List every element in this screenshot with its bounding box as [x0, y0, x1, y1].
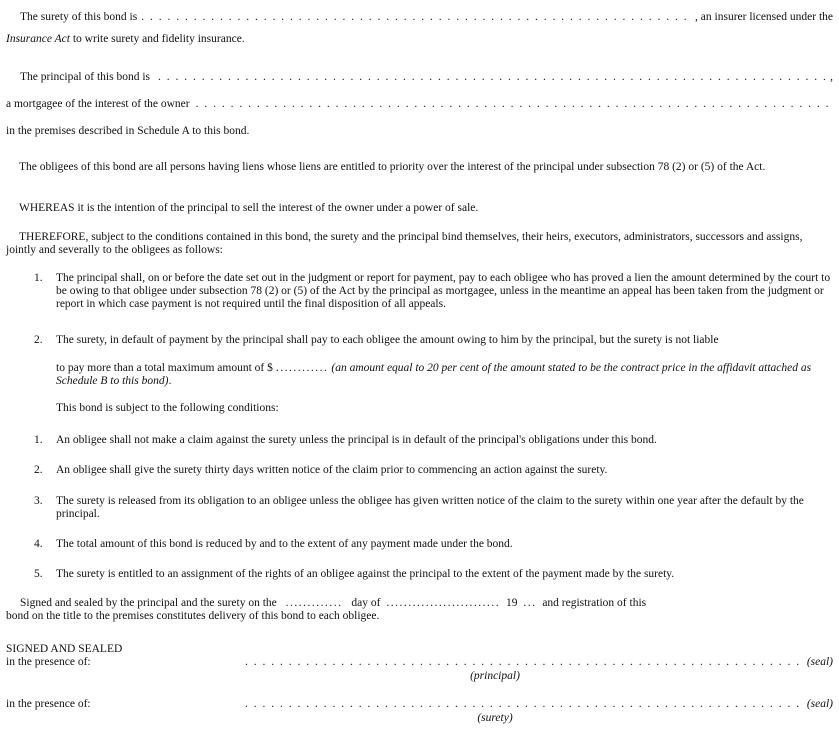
therefore-paragraph: THEREFORE, subject to the conditions contained in this bond, the surety and the principal bind themselves, their heirs, executors, administrators, successors and assigns, jointly and severally to the obligees as follows: [6, 231, 803, 256]
condition-item [34, 568, 832, 581]
surety-tail: , an insurer licensed under the [695, 11, 833, 23]
whereas-paragraph: WHEREAS it is the intention of the principal to sell the interest of the owner under a power of sale. [19, 202, 479, 214]
maximum-lead: to pay more than a total maximum amount of $ [56, 362, 273, 374]
mortgagee-blank[interactable] [196, 98, 832, 111]
maximum-italic: (an amount equal to 20 per cent of the amount stated to be the contract price in the affidavit attached as Schedule B to this bond) [56, 362, 812, 387]
item-number: 1. [34, 272, 43, 284]
surety-line-2 [6, 33, 832, 46]
item-number: 1. [34, 434, 43, 446]
surety-line2-rest: to write surety and fidelity insurance. [72, 33, 245, 45]
item-number: 2. [34, 334, 43, 346]
condition-item [34, 464, 832, 477]
obligation-item [34, 272, 832, 311]
principal-signature-blank[interactable] [245, 656, 801, 669]
day-of-label: day of [351, 597, 381, 609]
signed-line-2: bond on the title to the premises constitutes delivery of this bond to each obligee. [6, 610, 380, 622]
item-number: 5. [34, 568, 43, 580]
item-number: 4. [34, 538, 43, 550]
presence-label-principal: in the presence of: [6, 656, 91, 668]
premises-line: in the premises described in Schedule A to this bond. [6, 125, 250, 137]
item-number: 3. [34, 495, 43, 507]
mortgagee-lead: a mortgagee of the interest of the owner [6, 98, 190, 110]
conditions-intro: This bond is subject to the following conditions: [56, 402, 279, 414]
seal-label-surety: (seal) [806, 698, 833, 710]
item-text: An obligee shall give the surety thirty days written notice of the claim prior to commencing an action against the surety. [56, 464, 608, 476]
surety-caption: (surety) [477, 712, 513, 724]
surety-signature-line [245, 698, 833, 711]
item-number: 2. [34, 464, 43, 476]
item-text: The principal shall, on or before the date set out in the judgment or report for payment, pay to each obligee who has proved a lien the amount determined by the court to be owing to that obligee under subsection 78 (2) or (5) of the Act by the principal as mortgagee, unless in the meantime an appeal has been taken from the judgment or report in which case payment is not required until the final disposition of all appeals. [56, 272, 831, 310]
principal-line [20, 71, 833, 84]
condition-item [34, 434, 832, 447]
surety-lead: The surety of this bond is [20, 11, 138, 23]
principal-tail: , [830, 71, 833, 83]
mortgagee-line [6, 98, 832, 111]
insurance-act: Insurance Act [6, 33, 70, 45]
principal-blank[interactable] [158, 71, 826, 84]
year-blank[interactable]: ... [523, 597, 537, 609]
principal-lead: The principal of this bond is [20, 71, 150, 83]
item-text: An obligee shall not make a claim against the surety unless the principal is in default of the principal's obligations under this bond. [56, 434, 657, 446]
signed-sealed-line [20, 597, 833, 610]
item-text: The surety is released from its obligation to an obligee unless the obligee has given written notice of the claim to the surety within one year after the default by the principal. [56, 495, 804, 520]
item-text: The surety is entitled to an assignment of the rights of an obligee against the principal to the extent of the payment made by the surety. [56, 568, 675, 580]
year-prefix: 19 [505, 597, 518, 609]
day-blank[interactable]: ............. [285, 597, 343, 609]
surety-line [20, 11, 833, 24]
condition-item [34, 495, 832, 521]
item-text: The surety, in default of payment by the principal shall pay to each obligee the amount owing to him by the principal, but the surety is not liable [56, 334, 719, 346]
signed-tail: and registration of this [542, 597, 647, 609]
surety-blank[interactable] [141, 11, 691, 24]
maximum-end: . [168, 375, 172, 387]
obligation-item [34, 334, 832, 347]
seal-label-principal: (seal) [806, 656, 833, 668]
month-blank[interactable]: .......................... [386, 597, 501, 609]
signed-lead: Signed and sealed by the principal and the surety on the [20, 597, 277, 609]
presence-label-surety: in the presence of: [6, 698, 91, 710]
maximum-amount [56, 362, 832, 388]
surety-signature-blank[interactable] [245, 698, 801, 711]
condition-item [34, 538, 832, 551]
principal-caption: (principal) [470, 670, 520, 682]
principal-signature-line [245, 656, 833, 669]
amount-blank[interactable]: ............ [275, 362, 329, 374]
item-text: The total amount of this bond is reduced by and to the extent of any payment made under the bond. [56, 538, 513, 550]
signed-sealed-heading: SIGNED AND SEALED [6, 643, 123, 655]
obligees-paragraph: The obligees of this bond are all persons having liens whose liens are entitled to priority over the interest of the principal under subsection 78 (2) or (5) of the Act. [19, 161, 766, 173]
